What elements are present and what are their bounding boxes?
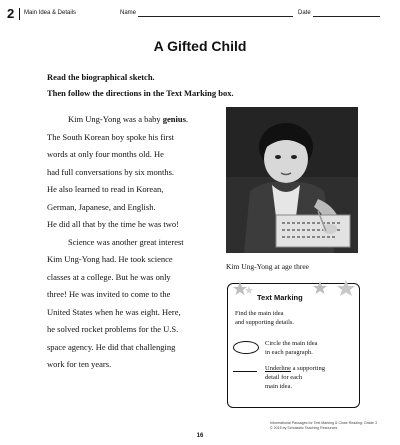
child-illustration [226,107,358,253]
name-label: Name [120,10,137,16]
directions-line-2: Then follow the directions in the Text Marking box. [47,88,234,98]
header-divider [19,8,20,20]
passage-line: classes at a college. But he was only [47,271,171,282]
name-blank[interactable] [138,16,293,17]
passage-line: space agency. He did that challenging [47,341,176,352]
passage-line: Science was another great interest [68,236,184,247]
passage-line: work for ten years. [47,359,112,369]
passage-line: he solved rocket problems for the U.S. [47,324,179,334]
page-number: 16 [196,433,204,439]
skill-label: Main Idea & Details [24,10,77,16]
passage [47,111,222,374]
worksheet-header [0,0,400,20]
text-marking-intro: Find the main idea and supporting details. [235,310,295,326]
circle-marker-icon [233,341,259,354]
directions [47,69,367,101]
text-marking-title: Text Marking [257,293,303,302]
passage-line: The South Korean boy spoke his first [47,131,175,142]
passage-line: had full conversations by six months. [47,166,175,177]
date-label: Date [298,10,311,16]
stars-icon [232,281,254,299]
stars-icon [308,279,358,299]
passage-line: Kim Ung-Yong had. He took science [47,254,173,264]
child-photo [226,107,358,253]
section-number: 2 [7,6,15,21]
passage-line: Kim Ung-Yong was a baby genius. [68,114,189,124]
underline-instruction: Underline a supporting detail for each main idea. [265,365,325,390]
passage-line: United States when he was eight. Here, [47,306,181,317]
text-marking-box [227,283,360,408]
circle-instruction: Circle the main idea in each paragraph. [265,340,318,356]
date-blank[interactable] [313,16,380,17]
passage-line: He did all that by the time he was two! [47,219,179,229]
passage-line: words at only four months old. He [47,149,164,159]
passage-line: He also learned to read in Korean, [47,184,164,194]
photo-caption: Kim Ung-Yong at age three [226,262,309,271]
page-title: A Gifted Child [153,38,247,54]
vocab-word: genius [162,114,186,124]
passage-line: German, Japanese, and English. [47,201,156,212]
directions-line-1: Read the biographical sketch. [47,72,155,82]
copyright-credit: Informational Passages for Text Marking & Close Reading: Grade 3 © 2015 by Scholastic Teaching Resources [270,421,378,430]
underline-marker-icon [233,371,257,372]
passage-line: three! He was invited to come to the [47,289,171,299]
